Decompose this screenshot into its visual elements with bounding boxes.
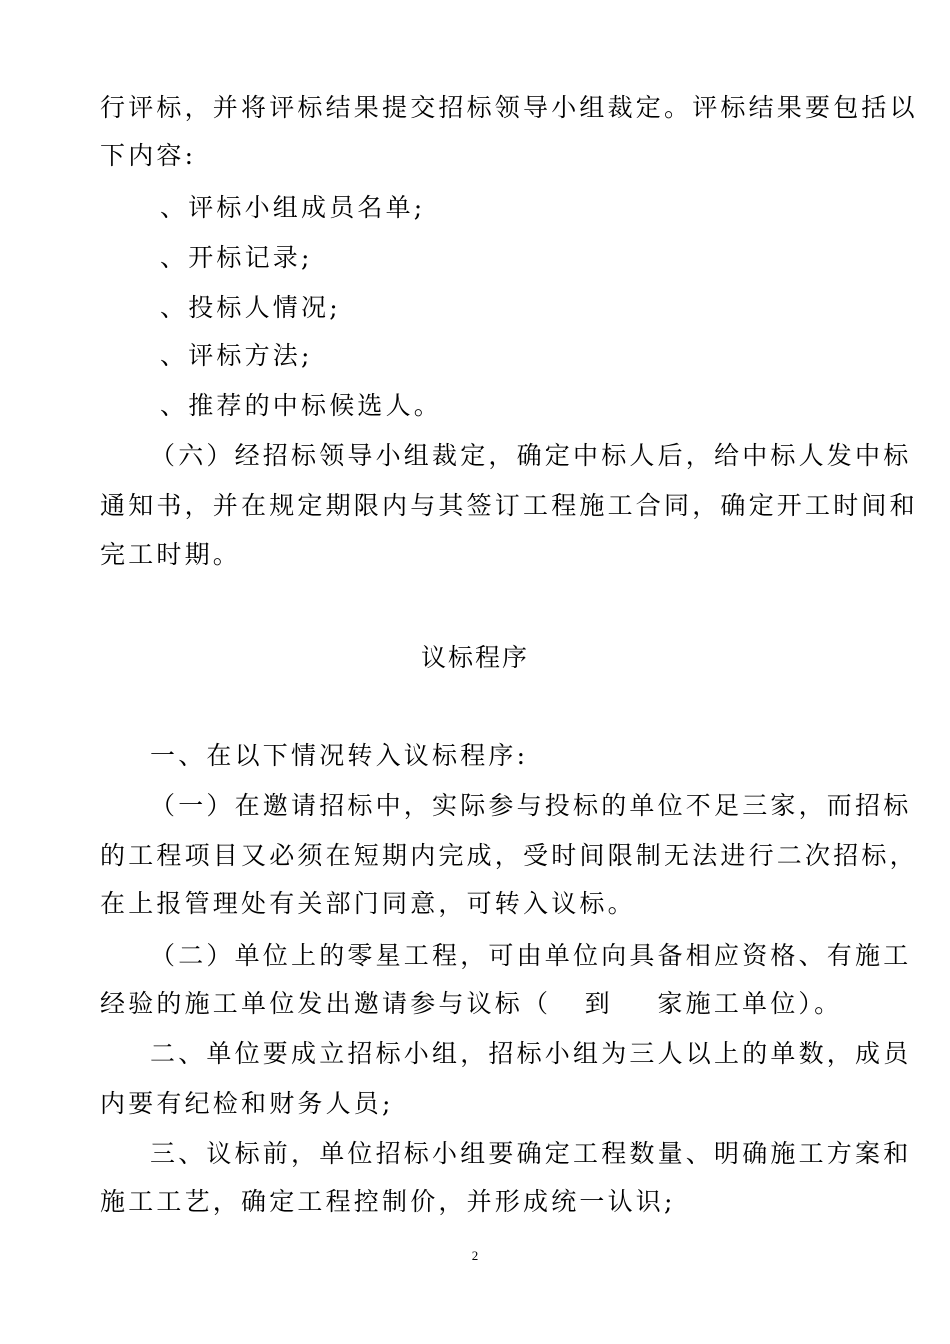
paragraph-line: 施工工艺，确定工程控制价，并形成统一认识;: [100, 1187, 676, 1216]
paragraph-line: 完工时期。: [100, 540, 242, 569]
list-item: 、开标记录;: [160, 243, 313, 272]
paragraph-line: （六）经招标领导小组裁定，确定中标人后，给中标人发中标: [150, 441, 912, 470]
list-item: 、投标人情况;: [160, 293, 341, 322]
paragraph-line: （二）单位上的零星工程，可由单位向具备相应资格、有施工: [150, 941, 912, 970]
paragraph-line: 在上报管理处有关部门同意，可转入议标。: [100, 889, 636, 918]
paragraph-line: 经验的施工单位发出邀请参与议标（ 到 家施工单位）。: [100, 989, 843, 1018]
paragraph-line: 三、议标前，单位招标小组要确定工程数量、明确施工方案和: [150, 1139, 912, 1168]
paragraph-line: 内要有纪检和财务人员;: [100, 1089, 394, 1118]
paragraph-line: 下内容:: [100, 141, 197, 170]
paragraph-line: 一、在以下情况转入议标程序:: [150, 741, 529, 770]
paragraph-line: 的工程项目又必须在短期内完成，受时间限制无法进行二次招标，: [100, 841, 918, 870]
list-item: 、推荐的中标候选人。: [160, 391, 443, 420]
list-item: 、评标小组成员名单;: [160, 193, 426, 222]
paragraph-line: 通知书，并在规定期限内与其签订工程施工合同，确定开工时间和: [100, 491, 918, 520]
page-number: 2: [471, 1248, 479, 1263]
paragraph-line: 行评标，并将评标结果提交招标领导小组裁定。评标结果要包括以: [100, 93, 918, 122]
paragraph-line: （一）在邀请招标中，实际参与投标的单位不足三家，而招标: [150, 791, 912, 820]
paragraph-line: 二、单位要成立招标小组，招标小组为三人以上的单数，成员: [150, 1039, 912, 1068]
list-item: 、评标方法;: [160, 341, 313, 370]
section-heading: 议标程序: [420, 643, 529, 672]
